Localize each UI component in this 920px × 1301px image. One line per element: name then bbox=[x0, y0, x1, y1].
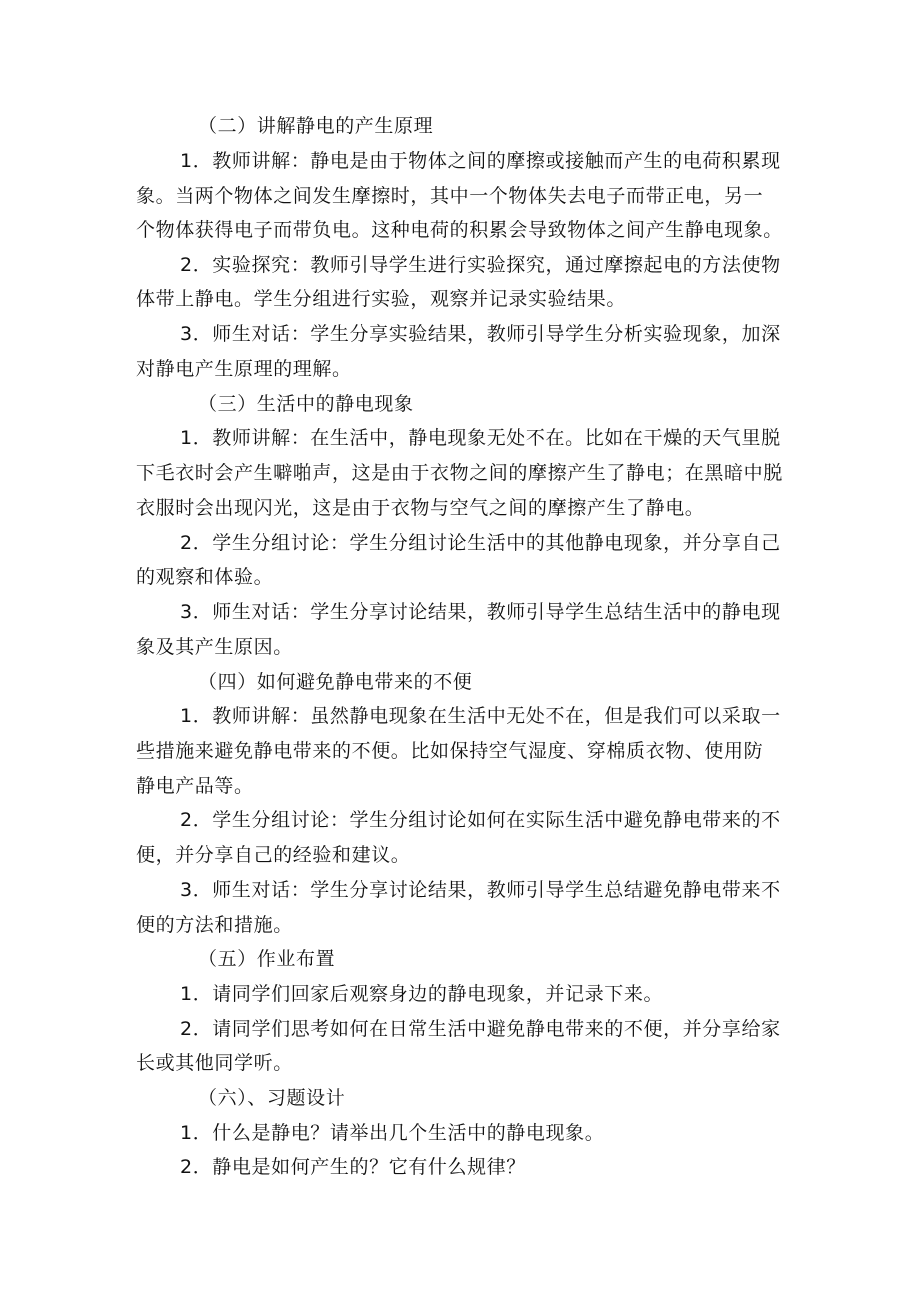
list-item-first-line: 2．学生分组讨论：学生分组讨论如何在实际生活中避免静电带来的不 bbox=[180, 809, 781, 831]
list-item-continuation-line: 便，并分享自己的经验和建议。 bbox=[136, 844, 411, 866]
list-item-first-line: 2．实验探究：教师引导学生进行实验探究，通过摩擦起电的方法使物 bbox=[180, 254, 781, 276]
list-item-continuation-line: 衣服时会出现闪光，这是由于衣物与空气之间的摩擦产生了静电。 bbox=[136, 497, 705, 519]
section-heading: （六）、习题设计 bbox=[198, 1087, 346, 1109]
list-item-first-line: 3．师生对话：学生分享讨论结果，教师引导学生总结生活中的静电现 bbox=[180, 601, 781, 623]
section-heading: （三）生活中的静电现象 bbox=[198, 393, 414, 415]
list-item-first-line: 3．师生对话：学生分享讨论结果，教师引导学生总结避免静电带来不 bbox=[180, 879, 781, 901]
list-item-continuation-line: 下毛衣时会产生噼啪声，这是由于衣物之间的摩擦产生了静电；在黑暗中脱 bbox=[136, 462, 783, 484]
list-item-first-line: 1．教师讲解：虽然静电现象在生活中无处不在，但是我们可以采取一 bbox=[180, 705, 781, 727]
list-item-first-line: 2．静电是如何产生的？它有什么规律？ bbox=[180, 1156, 526, 1178]
list-item-continuation-line: 对静电产生原理的理解。 bbox=[136, 358, 352, 380]
section-heading: （五）作业布置 bbox=[198, 948, 336, 970]
list-item-continuation-line: 体带上静电。学生分组进行实验，观察并记录实验结果。 bbox=[136, 288, 627, 310]
list-item-first-line: 1．教师讲解：在生活中，静电现象无处不在。比如在干燥的天气里脱 bbox=[180, 427, 781, 449]
list-item-continuation-line: 象。当两个物体之间发生摩擦时，其中一个物体失去电子而带正电，另一 bbox=[136, 185, 764, 207]
section-heading: （四）如何避免静电带来的不便 bbox=[198, 671, 473, 693]
list-item-first-line: 1．什么是静电？请举出几个生活中的静电现象。 bbox=[180, 1122, 605, 1144]
list-item-continuation-line: 个物体获得电子而带负电。这种电荷的积累会导致物体之间产生静电现象。 bbox=[136, 219, 783, 241]
list-item-continuation-line: 便的方法和措施。 bbox=[136, 914, 293, 936]
list-item-continuation-line: 些措施来避免静电带来的不便。比如保持空气湿度、穿棉质衣物、使用防 bbox=[136, 740, 764, 762]
list-item-first-line: 2．请同学们思考如何在日常生活中避免静电带来的不便，并分享给家 bbox=[180, 1018, 781, 1040]
section-heading: （二）讲解静电的产生原理 bbox=[198, 115, 434, 137]
list-item-continuation-line: 象及其产生原因。 bbox=[136, 636, 293, 658]
list-item-first-line: 2．学生分组讨论：学生分组讨论生活中的其他静电现象，并分享自己 bbox=[180, 532, 781, 554]
list-item-continuation-line: 静电产品等。 bbox=[136, 775, 254, 797]
list-item-continuation-line: 长或其他同学听。 bbox=[136, 1052, 293, 1074]
list-item-first-line: 3．师生对话：学生分享实验结果，教师引导学生分析实验现象，加深 bbox=[180, 323, 781, 345]
list-item-first-line: 1．教师讲解：静电是由于物体之间的摩擦或接触而产生的电荷积累现 bbox=[180, 150, 781, 172]
list-item-first-line: 1．请同学们回家后观察身边的静电现象，并记录下来。 bbox=[180, 983, 664, 1005]
list-item-continuation-line: 的观察和体验。 bbox=[136, 566, 274, 588]
